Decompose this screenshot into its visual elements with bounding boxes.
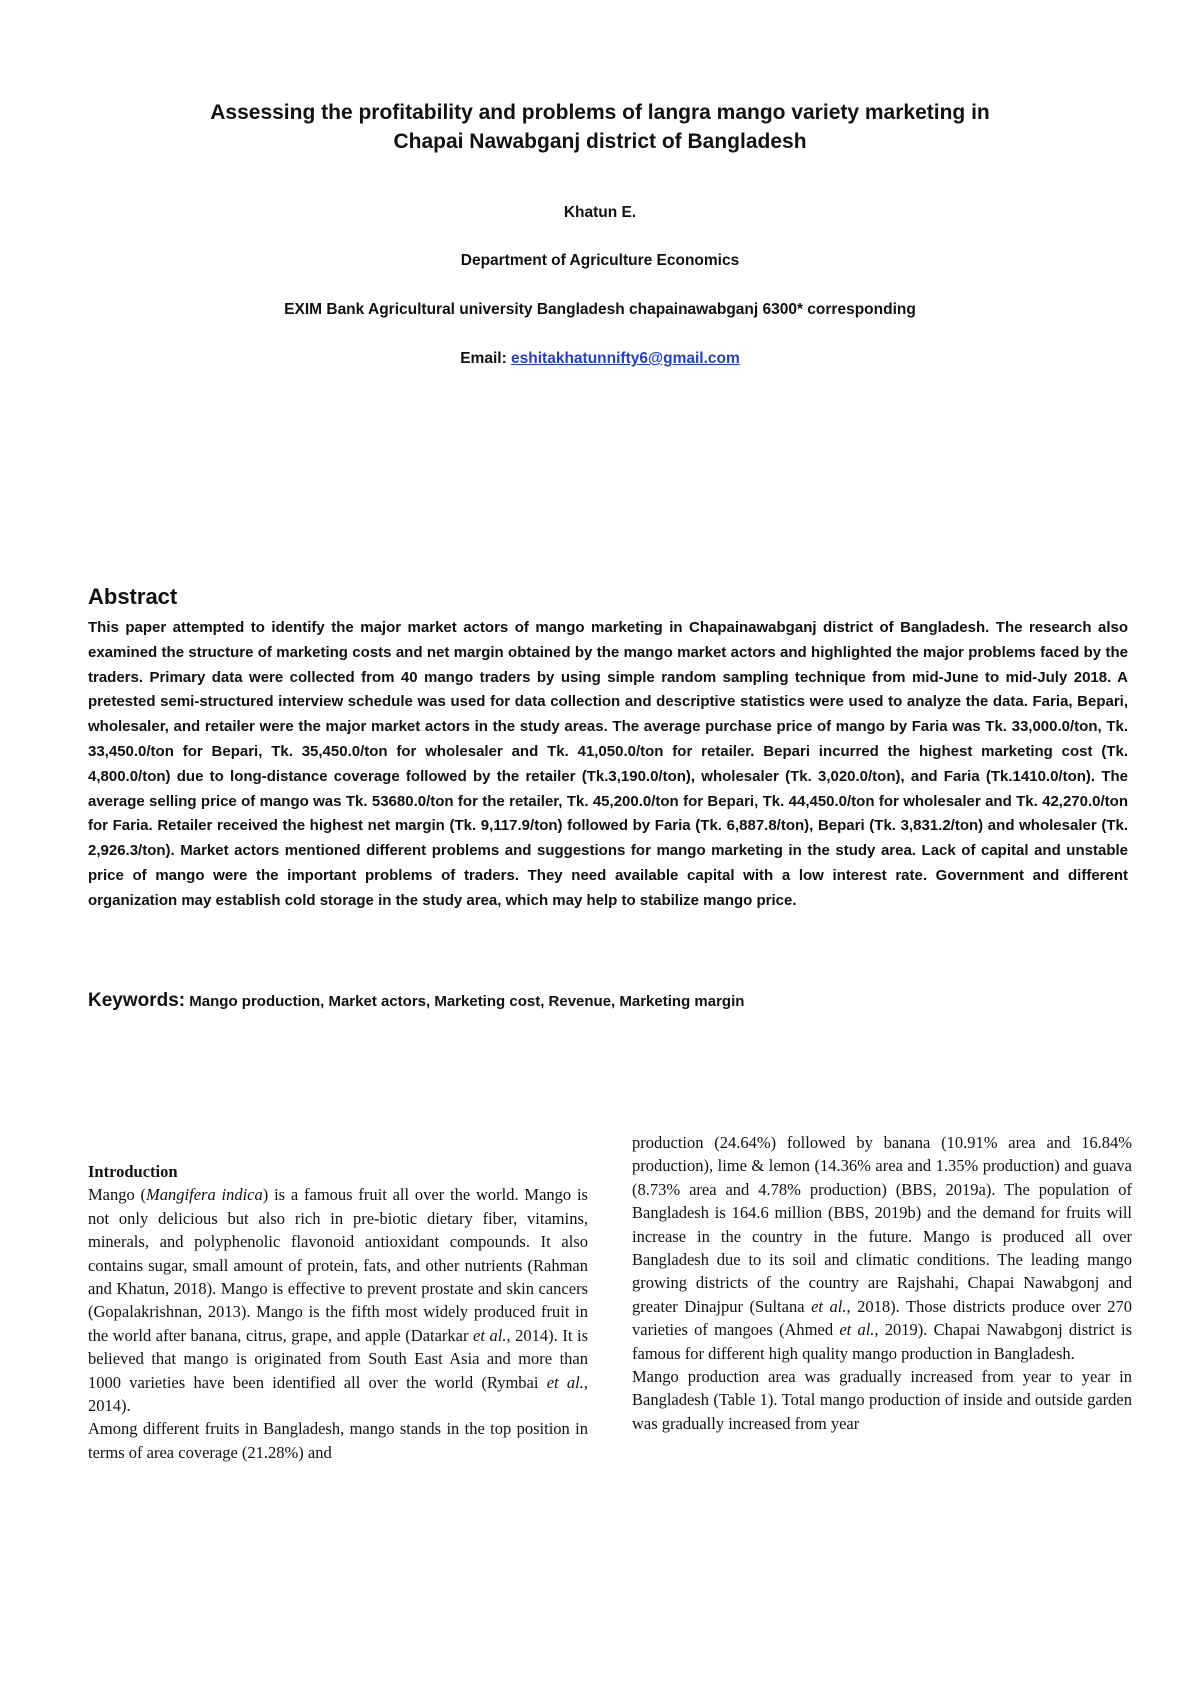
title-line-1: Assessing the profitability and problems of langra mango variety marketing in: [210, 101, 990, 124]
et-al: et al.: [839, 1320, 875, 1340]
author-affiliation: EXIM Bank Agricultural university Bangladesh chapainawabganj 6300* corresponding: [284, 301, 916, 318]
author-department: Department of Agriculture Economics: [460, 252, 740, 269]
introduction-heading: Introduction: [88, 1162, 178, 1181]
et-al: et al.: [546, 1372, 584, 1392]
abstract-body: This paper attempted to identify the major market actors of mango marketing in Chapainawabganj district of Bangladesh. The research also examined the structure of marketing costs and net margin obtained by the mango market actors and highlighted the major problems faced by the traders. Primary data were collected from 40 mango traders by using simple random sampling technique from mid-June to mid-July 2018. A pretested semi-structured interview schedule was used for data collection and descriptive statistics were used to analyze the data. Faria, Bepari, wholesaler, and retailer were the major market actors in the study areas. The average purchase price of mango by Faria was Tk. 33,000.0/ton, Tk. 33,450.0/ton for Bepari, Tk. 35,450.0/ton for wholesaler and Tk. 41,050.0/ton for retailer. Bepari incurred the highest marketing cost (Tk. 4,800.0/ton) due to long-distance coverage followed by the retailer (Tk.3,190.0/ton), wholesaler (Tk. 3,020.0/ton), and Faria (Tk.1410.0/ton). The average selling price of mango was Tk. 53680.0/ton for the retailer, Tk. 45,200.0/ton for Bepari, Tk. 44,450.0/ton for wholesaler and Tk. 42,270.0/ton for Faria. Retailer received the highest net margin (Tk. 9,117.9/ton) followed by Faria (Tk. 6,887.8/ton), Bepari (Tk. 3,831.2/ton) and wholesaler (Tk. 2,926.3/ton). Market actors mentioned different problems and suggestions for mango marketing in the study area. Lack of capital and unstable price of mango were the important problems of traders. They need available capital with a low interest rate. Government and different organization may establish cold storage in the study area, which may help to stabilize mango price.: [88, 619, 1128, 909]
text-run: , 2019). Chapai Nawabgonj district is famous for different high quality mango production in Bangladesh.: [632, 1320, 1132, 1363]
text-run: production (24.64%) followed by banana (10.91% area and 16.84% production), lime & lemon (14.36% area and 1.35% production) and guava (8.73% area and 4.78% production) (BBS, 2019a). The population of Bangladesh is 164.6 million (BBS, 2019b) and the demand for fruits will increase in the country in the future. Mango is produced all over Bangladesh due to its soil and climatic conditions. The leading mango growing districts of the country are Rajshahi, Chapai Nawabgonj and greater Dinajpur (Sultana: [632, 1133, 1132, 1316]
introduction-paragraph-2: Among different fruits in Bangladesh, mango stands in the top position in terms of area coverage (21.28%) and: [88, 1419, 588, 1462]
et-al: et al.: [473, 1325, 507, 1345]
keywords-list: Mango production, Market actors, Marketing cost, Revenue, Marketing margin: [185, 993, 745, 1010]
right-column: [632, 1131, 1132, 1435]
paper-title: [110, 98, 1090, 156]
text-run: , 2014).: [88, 1372, 588, 1416]
email-label: Email:: [460, 350, 512, 367]
keywords-label: Keywords:: [88, 990, 186, 1011]
abstract-heading: Abstract: [88, 584, 178, 609]
text-run: ) is a famous fruit all over the world. Mango is not only delicious but also rich in pre-biotic dietary fiber, vitamins, minerals, and polyphenolic flavonoid antioxidant compounds. It also contains sugar, small amount of protein, fats, and other nutrients (Rahman and Khatun, 2018). Mango is effective to prevent prostate and skin cancers (Gopalakrishnan, 2013). Mango is the fifth most widely produced fruit in the world after banana, citrus, grape, and apple (Datarkar: [88, 1185, 588, 1345]
email-link[interactable]: eshitakhatunnifty6@gmail.com: [511, 350, 740, 367]
author-email-line: [100, 350, 1100, 368]
et-al: et al.: [811, 1296, 847, 1316]
title-line-2: Chapai Nawabganj district of Bangladesh: [393, 130, 807, 153]
text-run: , 2014). It is believed that mango is originated from South East Asia and more than 1000 varieties have been identified all over the world (Rymbai: [88, 1325, 588, 1392]
introduction-paragraph-4: Mango production area was gradually increased from year to year in Bangladesh (Table 1). Total mango production of inside and outside garden was gradually increased from year: [632, 1367, 1132, 1433]
introduction-paragraph-1: [88, 1183, 588, 1417]
author-name: Khatun E.: [563, 204, 637, 221]
text-run: , 2018). Those districts produce over 270 varieties of mangoes (Ahmed: [632, 1296, 1132, 1340]
text-run: Mango (: [88, 1185, 147, 1205]
introduction-paragraph-3: [632, 1131, 1132, 1365]
species-name: Mangifera indica: [146, 1185, 263, 1205]
keywords-line: [88, 990, 1128, 1012]
left-column: [88, 1160, 588, 1464]
